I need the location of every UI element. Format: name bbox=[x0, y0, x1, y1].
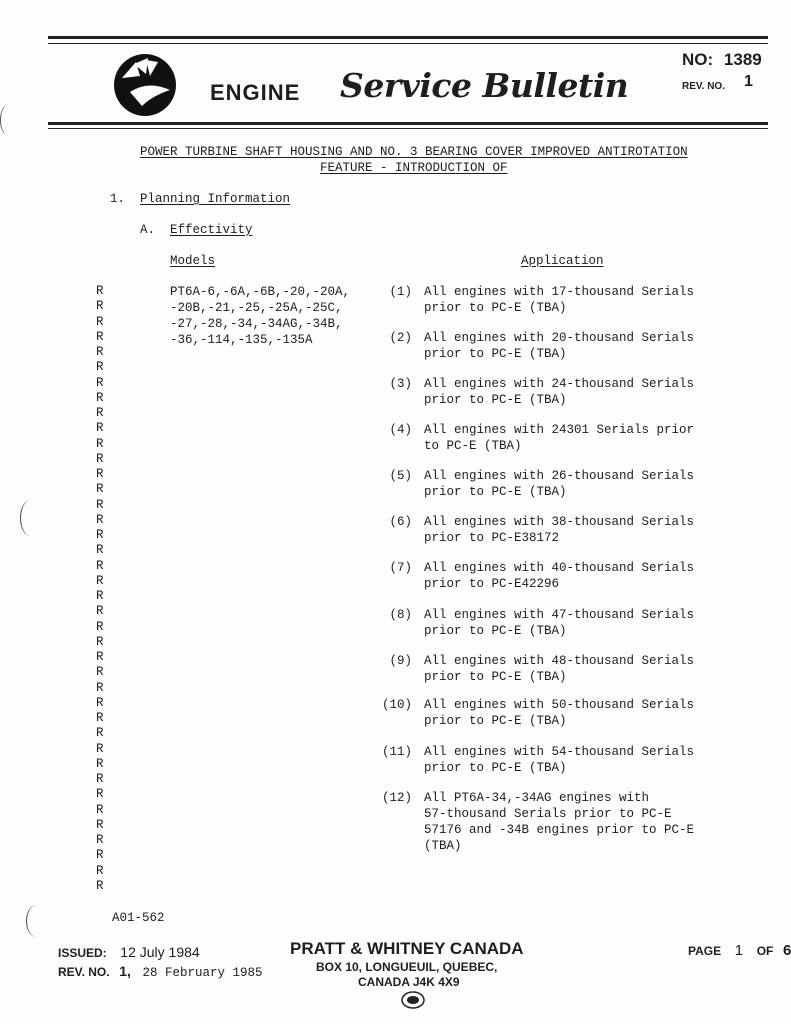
subsection-heading: Effectivity bbox=[170, 223, 253, 237]
revision-mark: R bbox=[96, 787, 104, 802]
page-indicator bbox=[688, 942, 791, 960]
eagle-logo-icon bbox=[112, 50, 178, 120]
document-code: A01-562 bbox=[112, 911, 165, 925]
issued-value: 12 July 1984 bbox=[120, 944, 200, 960]
application-text: All engines with 47-thousand Serials prior to PC-E (TBA) bbox=[424, 608, 695, 638]
issued-label: ISSUED: bbox=[58, 946, 107, 960]
application-number: (11) bbox=[381, 745, 412, 759]
revision-mark: R bbox=[96, 817, 104, 832]
bulletin-number-label: NO: bbox=[682, 50, 714, 69]
revision-mark: R bbox=[96, 497, 104, 512]
header-rule-top bbox=[48, 36, 768, 39]
section-number: 1. bbox=[110, 192, 126, 206]
revision-mark: R bbox=[96, 756, 104, 771]
revision-mark: R bbox=[96, 726, 104, 741]
revision-mark: R bbox=[96, 619, 104, 634]
company-address-line1: BOX 10, LONGUEUIL, QUEBEC, bbox=[316, 960, 498, 974]
bulletin-number bbox=[682, 50, 762, 70]
punch-hole-mark bbox=[20, 500, 41, 536]
revision-mark: R bbox=[96, 863, 104, 878]
revision-mark: R bbox=[96, 314, 104, 329]
revision-mark: R bbox=[96, 604, 104, 619]
models-line: PT6A-6,-6A,-6B,-20,-20A, bbox=[170, 285, 351, 299]
application-number: (12) bbox=[381, 791, 412, 805]
application-number: (10) bbox=[381, 698, 412, 712]
application-number: (1) bbox=[389, 285, 412, 299]
revision-mark: R bbox=[96, 573, 104, 588]
revision-date: 28 February 1985 bbox=[142, 966, 263, 980]
revision-mark: R bbox=[96, 406, 104, 420]
application-number: (3) bbox=[389, 377, 412, 391]
application-text: All engines with 20-thousand Serials prior to PC-E (TBA) bbox=[424, 331, 695, 361]
header-rule-bottom-thin bbox=[48, 128, 768, 129]
revision-num: 1, bbox=[119, 963, 131, 979]
application-number: (7) bbox=[389, 561, 412, 575]
document-title-line1: POWER TURBINE SHAFT HOUSING AND NO. 3 BEARING COVER IMPROVED ANTIROTATION bbox=[140, 145, 688, 159]
application-text: All engines with 48-thousand Serials prior to PC-E (TBA) bbox=[424, 654, 695, 684]
page-number: 1 bbox=[734, 942, 744, 959]
company-seal-icon bbox=[401, 991, 425, 1009]
models-list bbox=[170, 284, 350, 348]
header-rule-bottom bbox=[48, 122, 768, 125]
revision-mark: R bbox=[96, 680, 104, 695]
punch-hole-mark bbox=[26, 905, 47, 937]
revision-mark: R bbox=[96, 833, 104, 847]
models-header: Models bbox=[170, 254, 216, 268]
revision-marks-column bbox=[96, 284, 108, 894]
page-label: PAGE bbox=[688, 944, 722, 958]
revision-mark: R bbox=[96, 634, 104, 649]
application-number: (9) bbox=[389, 654, 412, 668]
header-rule-top-thin bbox=[48, 43, 768, 44]
revision-mark: R bbox=[96, 482, 104, 497]
revision-mark: R bbox=[96, 528, 104, 542]
revision-mark: R bbox=[96, 284, 104, 298]
page-total: 6 bbox=[782, 942, 791, 959]
application-text: All engines with 40-thousand Serials prior to PC-E42296 bbox=[424, 561, 695, 591]
revision-number-label: REV. NO. bbox=[682, 81, 725, 92]
revision-number bbox=[682, 73, 753, 94]
revision-mark: R bbox=[96, 375, 104, 390]
revision-mark: R bbox=[96, 848, 104, 863]
revision-mark: R bbox=[96, 512, 104, 527]
revision-mark: R bbox=[96, 711, 104, 725]
application-text: All engines with 17-thousand Serials prior to PC-E (TBA) bbox=[424, 285, 695, 315]
application-text: All engines with 24301 Serials prior to PC-E (TBA) bbox=[424, 423, 695, 453]
application-text: All engines with 26-thousand Serials prior to PC-E (TBA) bbox=[424, 469, 695, 499]
revision-mark: R bbox=[96, 589, 104, 603]
service-bulletin-title: Service Bulletin bbox=[340, 66, 629, 105]
application-number: (8) bbox=[389, 608, 412, 622]
revision-mark: R bbox=[96, 436, 104, 451]
revision-line bbox=[58, 963, 263, 981]
company-name: PRATT & WHITNEY CANADA bbox=[290, 939, 524, 958]
models-line: -36,-114,-135,-135A bbox=[170, 333, 313, 347]
revision-mark: R bbox=[96, 451, 104, 466]
revision-mark: R bbox=[96, 741, 104, 756]
application-number: (2) bbox=[389, 331, 412, 345]
application-number: (4) bbox=[389, 423, 412, 437]
bulletin-number-value: 1389 bbox=[723, 50, 762, 69]
revision-mark: R bbox=[96, 421, 104, 436]
revision-mark: R bbox=[96, 878, 104, 893]
company-address-line2: CANADA J4K 4X9 bbox=[358, 975, 460, 989]
application-header: Application bbox=[521, 254, 604, 268]
revision-mark: R bbox=[96, 390, 104, 405]
revision-mark: R bbox=[96, 665, 104, 680]
revision-number-value: 1 bbox=[744, 73, 753, 90]
revision-label: REV. NO. bbox=[58, 965, 110, 979]
subsection-letter: A. bbox=[140, 223, 156, 237]
page-of-label: OF bbox=[756, 944, 774, 958]
engine-label: ENGINE bbox=[210, 80, 301, 105]
revision-mark: R bbox=[96, 650, 104, 664]
models-line: -27,-28,-34,-34AG,-34B, bbox=[170, 317, 343, 331]
application-text: All PT6A-34,-34AG engines with 57-thousand Serials prior to PC-E 57176 and -34B engines prior to PC-E (TBA) bbox=[424, 791, 695, 853]
scan-artifact bbox=[0, 105, 15, 135]
revision-mark: R bbox=[96, 345, 104, 359]
models-line: -20B,-21,-25,-25A,-25C, bbox=[170, 301, 343, 315]
revision-mark: R bbox=[96, 299, 104, 314]
revision-mark: R bbox=[96, 558, 104, 573]
revision-mark: R bbox=[96, 695, 104, 710]
section-heading: Planning Information bbox=[140, 192, 291, 206]
revision-mark: R bbox=[96, 772, 104, 786]
application-number: (6) bbox=[389, 515, 412, 529]
application-number: (5) bbox=[389, 469, 412, 483]
issued-line bbox=[58, 944, 200, 962]
application-text: All engines with 24-thousand Serials prior to PC-E (TBA) bbox=[424, 377, 695, 407]
document-title-line2: FEATURE - INTRODUCTION OF bbox=[320, 161, 508, 175]
application-text: All engines with 50-thousand Serials prior to PC-E (TBA) bbox=[424, 698, 695, 728]
revision-mark: R bbox=[96, 329, 104, 344]
application-text: All engines with 38-thousand Serials prior to PC-E38172 bbox=[424, 515, 695, 545]
revision-mark: R bbox=[96, 543, 104, 558]
revision-mark: R bbox=[96, 802, 104, 817]
revision-mark: R bbox=[96, 467, 104, 481]
application-text: All engines with 54-thousand Serials prior to PC-E (TBA) bbox=[424, 745, 695, 775]
revision-mark: R bbox=[96, 360, 104, 375]
